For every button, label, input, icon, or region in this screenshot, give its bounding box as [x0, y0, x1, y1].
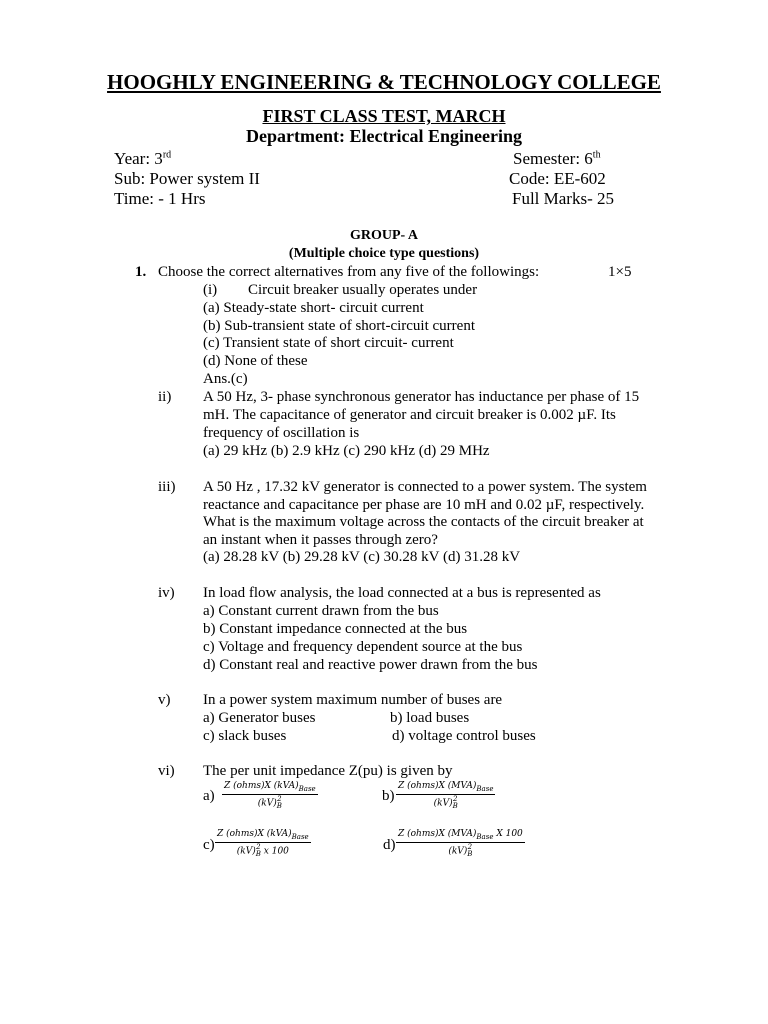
formula-d: Z (ohms)X $(MVA)_{Base}$ X 100 (kV) 2 B: [398, 829, 523, 858]
question-instruction: Choose the correct alternatives from any five of the followings:: [158, 264, 540, 280]
sub-question-text: A 50 Hz, 3- phase synchronous generator has inductance per phase of 15: [203, 389, 640, 405]
sub-question-text: The per unit impedance Z(pu) is given by: [203, 763, 453, 779]
option-b: b) load buses: [390, 710, 470, 726]
options-line: (a) 28.28 kV (b) 29.28 kV (c) 30.28 kV (d) 31.28 kV: [203, 549, 521, 565]
sub-question-text: What is the maximum voltage across the contacts of the circuit breaker at: [203, 514, 644, 530]
year: Year: 3rd: [114, 149, 172, 168]
course-code: Code: EE-602: [509, 169, 606, 188]
option-a: a): [203, 788, 215, 804]
sub-question-text: Circuit breaker usually operates under: [248, 282, 478, 298]
sub-question-number: vi): [158, 763, 175, 779]
option-b: (b) Sub-transient state of short-circuit current: [203, 318, 475, 334]
college-name: HOOGHLY ENGINEERING & TECHNOLOGY COLLEGE: [107, 70, 661, 94]
sub-question-number: v): [158, 692, 171, 708]
sub-question-number: ii): [158, 389, 172, 405]
option-d: d) Constant real and reactive power drawn from the bus: [203, 657, 538, 673]
sub-question-text: an instant when it passes through zero?: [203, 532, 438, 548]
test-title: FIRST CLASS TEST, MARCH: [262, 106, 506, 126]
semester: Semester: 6th: [513, 149, 601, 168]
subject: Sub: Power system II: [114, 169, 260, 188]
option-b: b) Constant impedance connected at the bus: [203, 621, 468, 637]
sub-question-text: mH. The capacitance of generator and circuit breaker is 0.002 µF. Its: [203, 407, 616, 423]
option-c: c) slack buses: [203, 728, 287, 744]
options-line: (a) 29 kHz (b) 2.9 kHz (c) 290 kHz (d) 29 MHz: [203, 443, 490, 459]
department: Department: Electrical Engineering: [246, 126, 522, 146]
sub-question-number: iii): [158, 479, 176, 495]
sub-question-text: A 50 Hz , 17.32 kV generator is connected to a power system. The system: [203, 479, 647, 495]
question-number: 1.: [135, 264, 147, 280]
option-d: d) voltage control buses: [392, 728, 536, 744]
full-marks: Full Marks- 25: [512, 189, 614, 208]
option-c: (c) Transient state of short circuit- current: [203, 335, 454, 351]
option-a: a) Generator buses: [203, 710, 316, 726]
question-marks: 1×5: [608, 264, 632, 280]
sub-question-text: reactance and capacitance per phase are 10 mH and 0.02 µF, respectively.: [203, 497, 645, 513]
sub-question-text: In a power system maximum number of buses are: [203, 692, 503, 708]
option-d: d): [383, 837, 396, 853]
formula-a: Z (ohms)X $(kVA)_{Base}$ (kV) 2 B: [224, 781, 316, 810]
option-b: b): [382, 788, 395, 804]
sub-question-number: (i): [203, 282, 218, 298]
option-a: (a) Steady-state short- circuit current: [203, 300, 424, 316]
formula-c: Z (ohms)X $(kVA)_{Base}$ (kV) 2 B x 100: [217, 829, 309, 858]
sub-question-number: iv): [158, 585, 175, 601]
option-a: a) Constant current drawn from the bus: [203, 603, 439, 619]
group-title: GROUP- A: [349, 228, 419, 243]
sub-question-text: frequency of oscillation is: [203, 425, 360, 441]
sub-question-text: In load flow analysis, the load connected at a bus is represented as: [203, 585, 601, 601]
answer: Ans.(c): [203, 371, 248, 387]
option-c: c): [203, 837, 215, 853]
option-c: c) Voltage and frequency dependent source at the bus: [203, 639, 523, 655]
formula-b: Z (ohms)X $(MVA)_{Base}$ (kV) 2 B: [398, 781, 494, 810]
time: Time: - 1 Hrs: [114, 189, 206, 208]
group-subtitle: (Multiple choice type questions): [288, 246, 480, 261]
option-d: (d) None of these: [203, 353, 308, 369]
